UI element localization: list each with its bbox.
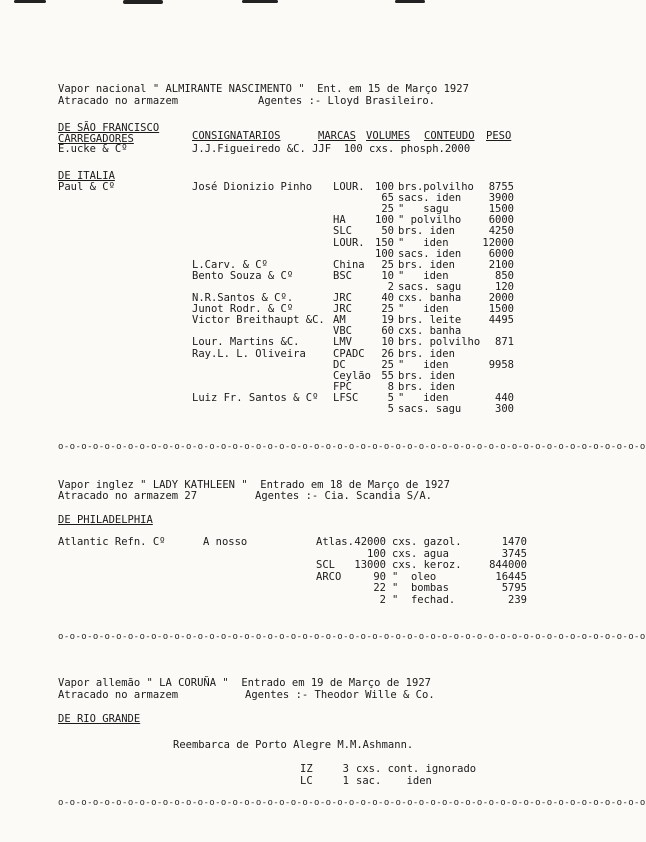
scan-mark (14, 0, 46, 3)
shipper-name: Atlantic Refn. Cº (58, 536, 166, 548)
cargo-content: cxs. banha (398, 292, 462, 304)
cargo-weight: 9958 (488, 358, 514, 371)
cargo-volume: 100 (375, 214, 394, 227)
scan-mark (395, 0, 425, 3)
berth-line: Atracado no armazem (58, 95, 179, 107)
cargo-volume: 65 (381, 192, 394, 205)
col-conteudo: CONTEUDO (424, 130, 475, 142)
cargo-weight: 6000 (488, 214, 514, 227)
cargo-content: " fechad. (392, 594, 456, 606)
cargo-weight: 1500 (488, 203, 514, 216)
consignee-name: A nosso (203, 536, 248, 548)
cargo-volume: 25 (381, 303, 394, 316)
cargo-content: " iden (398, 391, 449, 404)
reembark-line: Reembarca de Porto Alegre M.M.Ashmann. (173, 739, 414, 751)
origin-heading: DE SÃO FRANCISCO (58, 122, 160, 134)
cargo-content: " iden (398, 358, 449, 371)
cargo-mark: SCL (316, 559, 335, 572)
cargo-content: " sagu (398, 203, 449, 216)
cargo-mark: Ceylão (333, 369, 371, 382)
scan-mark (242, 0, 278, 3)
cargo-weight: 6000 (488, 247, 514, 260)
cargo-volume: 3 (342, 763, 349, 775)
cargo-mark: DC (333, 358, 346, 371)
consignee-name: Lour. Martins &C. (192, 336, 300, 349)
cargo-content: brs. polvilho (398, 336, 481, 349)
cargo-volume: 60 (381, 325, 394, 338)
cargo-content: cxs. gazol. (392, 536, 462, 548)
cargo-mark: LOUR. (333, 181, 365, 193)
agents-line: Agentes :- Theodor Wille & Co. (245, 689, 435, 701)
col-peso: PESO (486, 130, 512, 142)
cargo-content: sac. iden (356, 774, 432, 787)
cargo-content: sacs. iden (398, 192, 462, 205)
consignee-name: Victor Breithaupt &C. (192, 314, 325, 327)
cargo-content: brs. iden (398, 225, 455, 238)
cargo-weight: 844000 (489, 559, 527, 572)
consignee-name: Junot Rodr. & Cº (192, 303, 294, 316)
cargo-weight: 850 (495, 269, 514, 282)
cargo-volume: 40 (381, 292, 394, 304)
cargo-volume: 2 (387, 280, 394, 293)
vessel-line: Vapor inglez " LADY KATHLEEN " Entrado em 18 de Março de 1927 (58, 479, 450, 491)
col-consignatarios: CONSIGNATARIOS (192, 130, 281, 142)
cargo-volume: 150 (375, 236, 394, 249)
cargo-volume: 19 (381, 314, 394, 327)
cargo-volume: 1 (342, 774, 349, 787)
cargo-mark: VBC (333, 325, 352, 338)
cargo-content: brs. iden (398, 258, 455, 271)
separator-line: o-o-o-o-o-o-o-o-o-o-o-o-o-o-o-o-o-o-o-o-o-o-o-o-o-o-o-o-o-o-o-o-o-o-o-o-o-o-o-o-o-o-o-o-o-o-o-o-o-o-o (58, 632, 646, 642)
cargo-volume: 5 (387, 391, 394, 404)
cargo-content: sacs. sagu (398, 403, 462, 415)
cargo-volume: 5 (387, 403, 394, 415)
cargo-weight: 3745 (501, 547, 527, 560)
cargo-content: cxs. agua (392, 547, 449, 560)
shipper-name: Paul & Cº (58, 181, 115, 193)
cargo-mark: BSC (333, 269, 352, 282)
origin-heading: DE RIO GRANDE (58, 713, 141, 725)
cargo-content: brs.polvilho (398, 181, 474, 193)
scan-mark (123, 0, 163, 4)
cargo-content: sacs. iden (398, 247, 462, 260)
cargo-weight: 120 (495, 280, 514, 293)
cargo-volume: 8 (387, 380, 394, 393)
cargo-volume: 2 (379, 594, 386, 606)
cargo-mark: ARCO (316, 570, 342, 583)
cargo-content: " oleo (392, 570, 437, 583)
cargo-weight: 4495 (488, 314, 514, 327)
consignee-name: Luiz Fr. Santos & Cº (192, 391, 319, 404)
separator-line: o-o-o-o-o-o-o-o-o-o-o-o-o-o-o-o-o-o-o-o-o-o-o-o-o-o-o-o-o-o-o-o-o-o-o-o-o-o-o-o-o-o-o-o-o-o-o-o-o-o-o (58, 798, 646, 808)
cargo-volume: 100 (375, 247, 394, 260)
cargo-mark: LC (300, 774, 313, 787)
cargo-mark: LOUR. (333, 236, 365, 249)
origin-heading: DE PHILADELPHIA (58, 514, 153, 526)
cargo-volume: 100 (367, 547, 386, 560)
cargo-volume: 25 (381, 203, 394, 216)
cargo-volume: 22 (373, 582, 386, 595)
vessel-line: Vapor nacional " ALMIRANTE NASCIMENTO " Ent. em 15 de Março 1927 (58, 83, 469, 95)
cargo-row: J.J.Figueiredo &C. JJF 100 cxs. phosph.2000 (192, 143, 471, 155)
cargo-mark: LMV (333, 336, 352, 349)
cargo-weight: 1500 (488, 303, 514, 316)
consignee-name: Ray.L. L. Oliveira (192, 347, 306, 360)
cargo-mark: JRC (333, 292, 352, 304)
cargo-volume: 26 (381, 347, 394, 360)
cargo-weight: 16445 (495, 570, 527, 583)
cargo-content: " iden (398, 303, 449, 316)
cargo-content: " iden (398, 236, 449, 249)
cargo-volume: 25 (381, 358, 394, 371)
cargo-volume: 13000 (354, 559, 386, 572)
consignee-name: Bento Souza & Cº (192, 269, 294, 282)
consignee-name: L.Carv. & Cº (192, 258, 268, 271)
separator-line: o-o-o-o-o-o-o-o-o-o-o-o-o-o-o-o-o-o-o-o-o-o-o-o-o-o-o-o-o-o-o-o-o-o-o-o-o-o-o-o-o-o-o-o-o-o-o-o-o-o-o (58, 442, 646, 452)
cargo-weight: 2000 (488, 292, 514, 304)
cargo-content: sacs. sagu (398, 280, 462, 293)
col-marcas: MARCAS (318, 130, 356, 142)
agents-line: Agentes :- Cia. Scandia S/A. (255, 490, 433, 502)
berth-line: Atracado no armazem (58, 689, 179, 701)
cargo-content: brs. iden (398, 380, 455, 393)
cargo-mark: SLC (333, 225, 352, 238)
cargo-content: cxs. banha (398, 325, 462, 338)
cargo-weight: 239 (508, 594, 527, 606)
cargo-content: " iden (398, 269, 449, 282)
cargo-weight: 5795 (501, 582, 527, 595)
cargo-weight: 1470 (501, 536, 527, 548)
origin-heading: DE ITALIA (58, 170, 115, 182)
cargo-content: " polvilho (398, 214, 462, 227)
vessel-line: Vapor allemão " LA CORUÑA " Entrado em 19 de Março de 1927 (58, 677, 431, 689)
cargo-weight: 12000 (482, 236, 514, 249)
cargo-weight: 4250 (488, 225, 514, 238)
cargo-mark: CPADC (333, 347, 365, 360)
cargo-mark: JRC (333, 303, 352, 316)
cargo-content: cxs. keroz. (392, 559, 462, 572)
cargo-mark: China (333, 258, 365, 271)
agents-line: Agentes :- Lloyd Brasileiro. (258, 95, 436, 107)
cargo-weight: 8755 (488, 181, 514, 193)
cargo-content: brs. iden (398, 347, 455, 360)
cargo-content: brs. leite (398, 314, 462, 327)
consignee-name: N.R.Santos & Cº. (192, 292, 294, 304)
cargo-weight: 2100 (488, 258, 514, 271)
cargo-mark: FPC (333, 380, 352, 393)
cargo-volume: 90 (373, 570, 386, 583)
cargo-volume: 55 (381, 369, 394, 382)
cargo-content: brs. iden (398, 369, 455, 382)
cargo-volume: 10 (381, 269, 394, 282)
cargo-volume: 25 (381, 258, 394, 271)
cargo-weight: 3900 (488, 192, 514, 205)
cargo-mark: AM (333, 314, 346, 327)
shippers-heading: CARREGADORES (58, 133, 134, 145)
cargo-volume: 42000 (354, 536, 386, 548)
consignee-name: José Dionizio Pinho (192, 181, 313, 193)
berth-line: Atracado no armazem 27 (58, 490, 198, 502)
cargo-volume: 50 (381, 225, 394, 238)
cargo-content: " bombas (392, 582, 449, 595)
cargo-mark: HA (333, 214, 346, 227)
cargo-volume: 100 (375, 181, 394, 193)
col-volumes: VOLUMES (366, 130, 411, 142)
cargo-weight: 300 (495, 403, 514, 415)
cargo-volume: 10 (381, 336, 394, 349)
cargo-content: cxs. cont. ignorado (356, 763, 477, 775)
shipper-name: E.ucke & Cº (58, 143, 128, 155)
cargo-mark: IZ (300, 763, 313, 775)
cargo-mark: Atlas. (316, 536, 354, 548)
cargo-weight: 871 (495, 336, 514, 349)
cargo-mark: LFSC (333, 391, 359, 404)
cargo-weight: 440 (495, 391, 514, 404)
